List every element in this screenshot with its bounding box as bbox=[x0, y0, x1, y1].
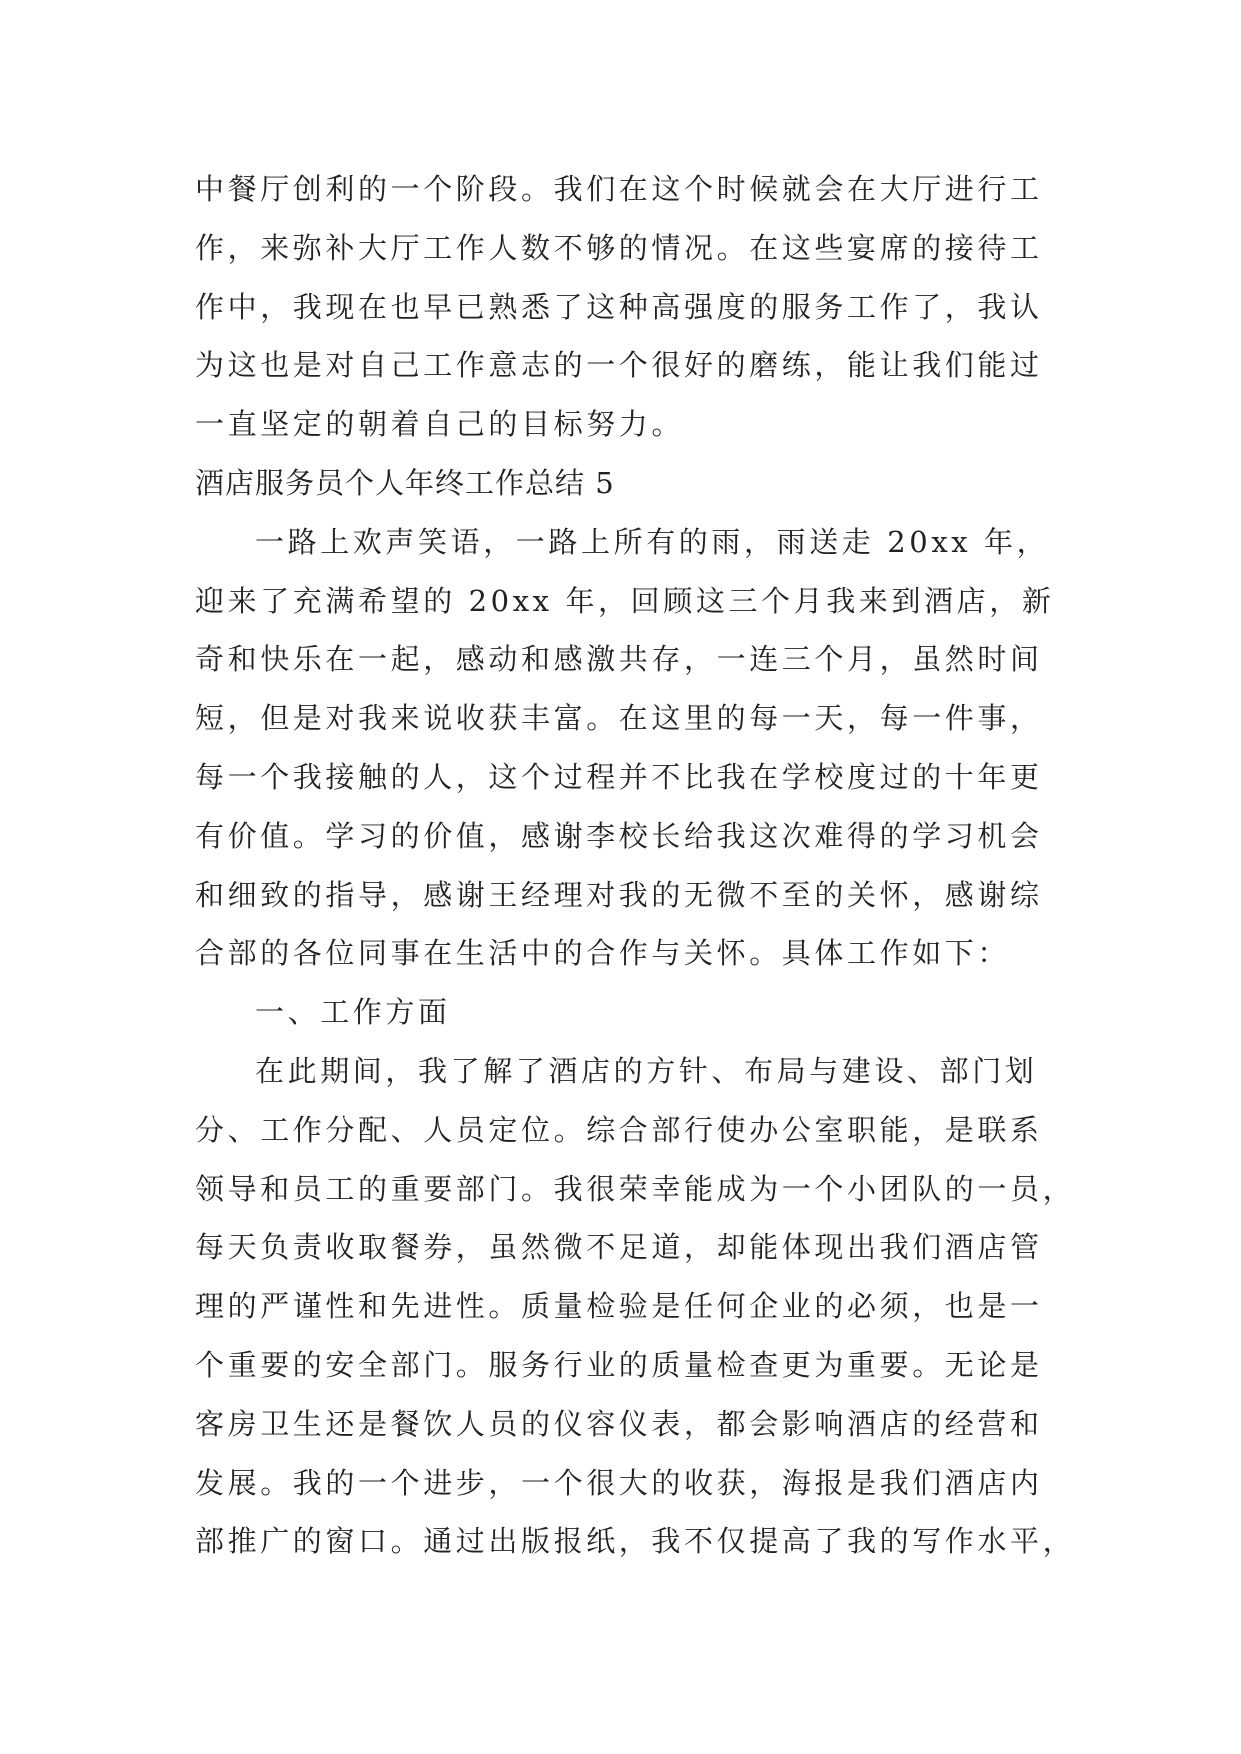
text-line: 发展。我的一个进步，一个很大的收获，海报是我们酒店内 bbox=[195, 1465, 1043, 1500]
text-line: 一路上欢声笑语，一路上所有的雨，雨送走 20xx 年， bbox=[255, 524, 1050, 559]
text-line: 个重要的安全部门。服务行业的质量检查更为重要。无论是 bbox=[195, 1347, 1043, 1382]
text-line: 部推广的窗口。通过出版报纸，我不仅提高了我的写作水平， bbox=[195, 1524, 1076, 1559]
text-line: 奇和快乐在一起，感动和感激共存，一连三个月，虽然时间 bbox=[195, 642, 1043, 677]
text-line: 作中，我现在也早已熟悉了这种高强度的服务工作了，我认 bbox=[195, 289, 1043, 324]
subsection-heading: 一、工作方面 bbox=[255, 995, 451, 1030]
text-line: 中餐厅创利的一个阶段。我们在这个时候就会在大厅进行工 bbox=[195, 172, 1043, 206]
text-line: 每一个我接触的人，这个过程并不比我在学校度过的十年更 bbox=[195, 759, 1043, 794]
section-title: 酒店服务员个人年终工作总结 5 bbox=[195, 465, 615, 500]
text-line: 和细致的指导，感谢王经理对我的无微不至的关怀，感谢综 bbox=[195, 877, 1043, 912]
text-line: 为这也是对自己工作意志的一个很好的磨练，能让我们能过 bbox=[195, 348, 1043, 383]
text-line: 领导和员工的重要部门。我很荣幸能成为一个小团队的一员， bbox=[195, 1171, 1076, 1206]
text-line: 客房卫生还是餐饮人员的仪容仪表，都会影响酒店的经营和 bbox=[195, 1406, 1043, 1441]
text-line: 有价值。学习的价值，感谢李校长给我这次难得的学习机会 bbox=[195, 818, 1043, 853]
text-line: 一直坚定的朝着自己的目标努力。 bbox=[195, 407, 685, 442]
text-line: 分、工作分配、人员定位。综合部行使办公室职能，是联系 bbox=[195, 1112, 1043, 1147]
text-line: 迎来了充满希望的 20xx 年，回顾这三个月我来到酒店，新 bbox=[195, 583, 1055, 618]
text-line: 短，但是对我来说收获丰富。在这里的每一天，每一件事， bbox=[195, 701, 1043, 736]
text-line: 作，来弥补大厅工作人数不够的情况。在这些宴席的接待工 bbox=[195, 230, 1043, 265]
text-line: 理的严谨性和先进性。质量检验是任何企业的必须，也是一 bbox=[195, 1289, 1043, 1324]
document-body bbox=[195, 160, 1075, 1571]
text-line: 在此期间，我了解了酒店的方针、布局与建设、部门划 bbox=[255, 1053, 1038, 1088]
text-line: 每天负责收取餐券，虽然微不足道，却能体现出我们酒店管 bbox=[195, 1230, 1043, 1265]
text-line: 合部的各位同事在生活中的合作与关怀。具体工作如下： bbox=[195, 936, 1011, 971]
